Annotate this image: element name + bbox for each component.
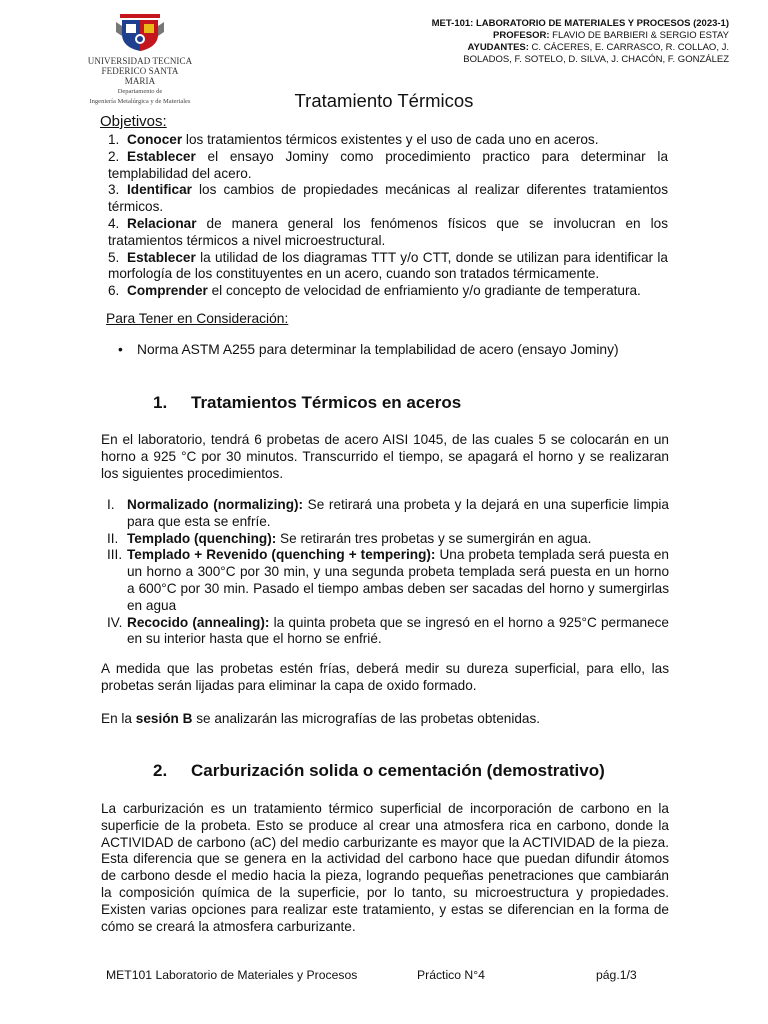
consider-heading: Para Tener en Consideración: bbox=[106, 311, 289, 326]
footer-page-number: pág.1/3 bbox=[596, 968, 637, 982]
objectives-heading: Objetivos: bbox=[100, 113, 167, 130]
university-crest-icon bbox=[112, 12, 168, 52]
paragraph-hardness: A medida que las probetas estén frías, deberá medir su dureza superficial, para ello, las probetas serán lijadas para eliminar la capa de oxido formado. bbox=[101, 661, 669, 693]
assistants-line2: BOLADOS, F. SOTELO, D. SILVA, J. CHACÓN, F. GONZÁLEZ bbox=[463, 54, 729, 65]
professor-label: PROFESOR: bbox=[493, 30, 550, 41]
university-name-line2: FEDERICO SANTA MARIA bbox=[101, 66, 179, 86]
procedure-item: I. Normalizado (normalizing): Se retirará una probeta y la dejará en una superficie limpia para que esta se enfríe. bbox=[107, 497, 669, 529]
objective-item: 6. Comprender el concepto de velocidad de enfriamiento y/o gradiante de temperatura. bbox=[108, 283, 641, 299]
objectives-list bbox=[108, 132, 668, 300]
section2-paragraph: La carburización es un tratamiento térmico superficial de incorporación de carbono en la superficie de la probeta. Esto se produce al crear una atmosfera rica en carbono, donde la ACTIVIDAD de carbono (aC) del medio carburizante es mayor que la ACTIVIDAD de la pieza. Esta diferencia que se genera en la actividad del carbono hace que puedan difundir átomos de carbono desde el medio hacia la pieza, logrando pequeñas penetraciones que cambiarán la composición química de la superficie, por lo tanto, su microestructura y propiedades. Existen varias opciones para realizar este tratamiento, y estas se diferencian en la forma de cómo se creará la atmosfera carburizante. bbox=[101, 801, 669, 934]
course-line: MET-101: LABORATORIO DE MATERIALES Y PROCESOS (2023-1) bbox=[431, 18, 729, 29]
consider-item: • Norma ASTM A255 para determinar la templabilidad de acero (ensayo Jominy) bbox=[118, 342, 619, 357]
department-line2: Ingeniería Metalúrgica y de Materiales bbox=[89, 98, 191, 105]
page-title: Tratamiento Térmicos bbox=[294, 90, 474, 111]
objective-item: 1. Conocer los tratamientos térmicos existentes y el uso de cada uno en aceros. bbox=[108, 132, 599, 147]
footer-practice: Práctico N°4 bbox=[417, 968, 485, 982]
assistants-label: AYUDANTES: bbox=[467, 42, 529, 53]
footer-course: MET101 Laboratorio de Materiales y Procesos bbox=[106, 968, 358, 982]
course-info bbox=[369, 18, 729, 66]
professor-names: FLAVIO DE BARBIERI & SERGIO ESTAY bbox=[549, 30, 729, 41]
procedures-list bbox=[107, 497, 669, 648]
department-line1: Departamento de bbox=[117, 88, 163, 95]
procedure-item: III. Templado + Revenido (quenching + tempering): Una probeta templada será puesta en un horno a 300°C por 30 min, y una segunda probeta templada será puesta en un horno a 600°C por 30 min. Pasado el tiempo ambas deben ser sacadas del horno y sumergirlas en agua bbox=[107, 547, 669, 613]
assistants-line1: C. CÁCERES, E. CARRASCO, R. COLLAO, J. bbox=[528, 42, 729, 53]
section1-intro: En el laboratorio, tendrá 6 probetas de acero AISI 1045, de las cuales 5 se colocarán en un horno a 925 °C por 30 minutos. Transcurrido el tiempo, se apagará el horno y se realizaran los siguientes procedimientos. bbox=[101, 432, 669, 481]
paragraph-session: En la sesión B se analizarán las micrografías de las probetas obtenidas. bbox=[101, 711, 541, 726]
objective-item: 5. Establecer la utilidad de los diagramas TTT y/o CTT, donde se utilizan para identificar la morfología de los constituyentes en un acero, cuando son tratados térmicamente. bbox=[108, 249, 668, 282]
section1-heading: 1. Tratamientos Térmicos en aceros bbox=[153, 393, 462, 412]
objective-item: 2. Establecer el ensayo Jominy como procedimiento practico para determinar la templabilidad del acero. bbox=[108, 148, 668, 181]
objective-item: 4. Relacionar de manera general los fenómenos físicos que se involucran en los tratamientos térmicos a nivel microestructural. bbox=[108, 215, 668, 248]
university-name-line1: UNIVERSIDAD TECNICA bbox=[87, 56, 193, 66]
bullet-icon: • bbox=[118, 342, 123, 357]
section2-heading: 2. Carburización solida o cementación (demostrativo) bbox=[153, 761, 605, 780]
procedure-item: IV. Recocido (annealing): la quinta probeta que se ingresó en el horno a 925°C permanece en su interior hasta que el horno se enfrié. bbox=[107, 614, 669, 647]
procedure-item: II. Templado (quenching): Se retirarán tres probetas y se sumergirán en agua. bbox=[107, 530, 592, 546]
objective-item: 3. Identificar los cambios de propiedades mecánicas al realizar diferentes tratamientos térmicos. bbox=[108, 182, 668, 215]
